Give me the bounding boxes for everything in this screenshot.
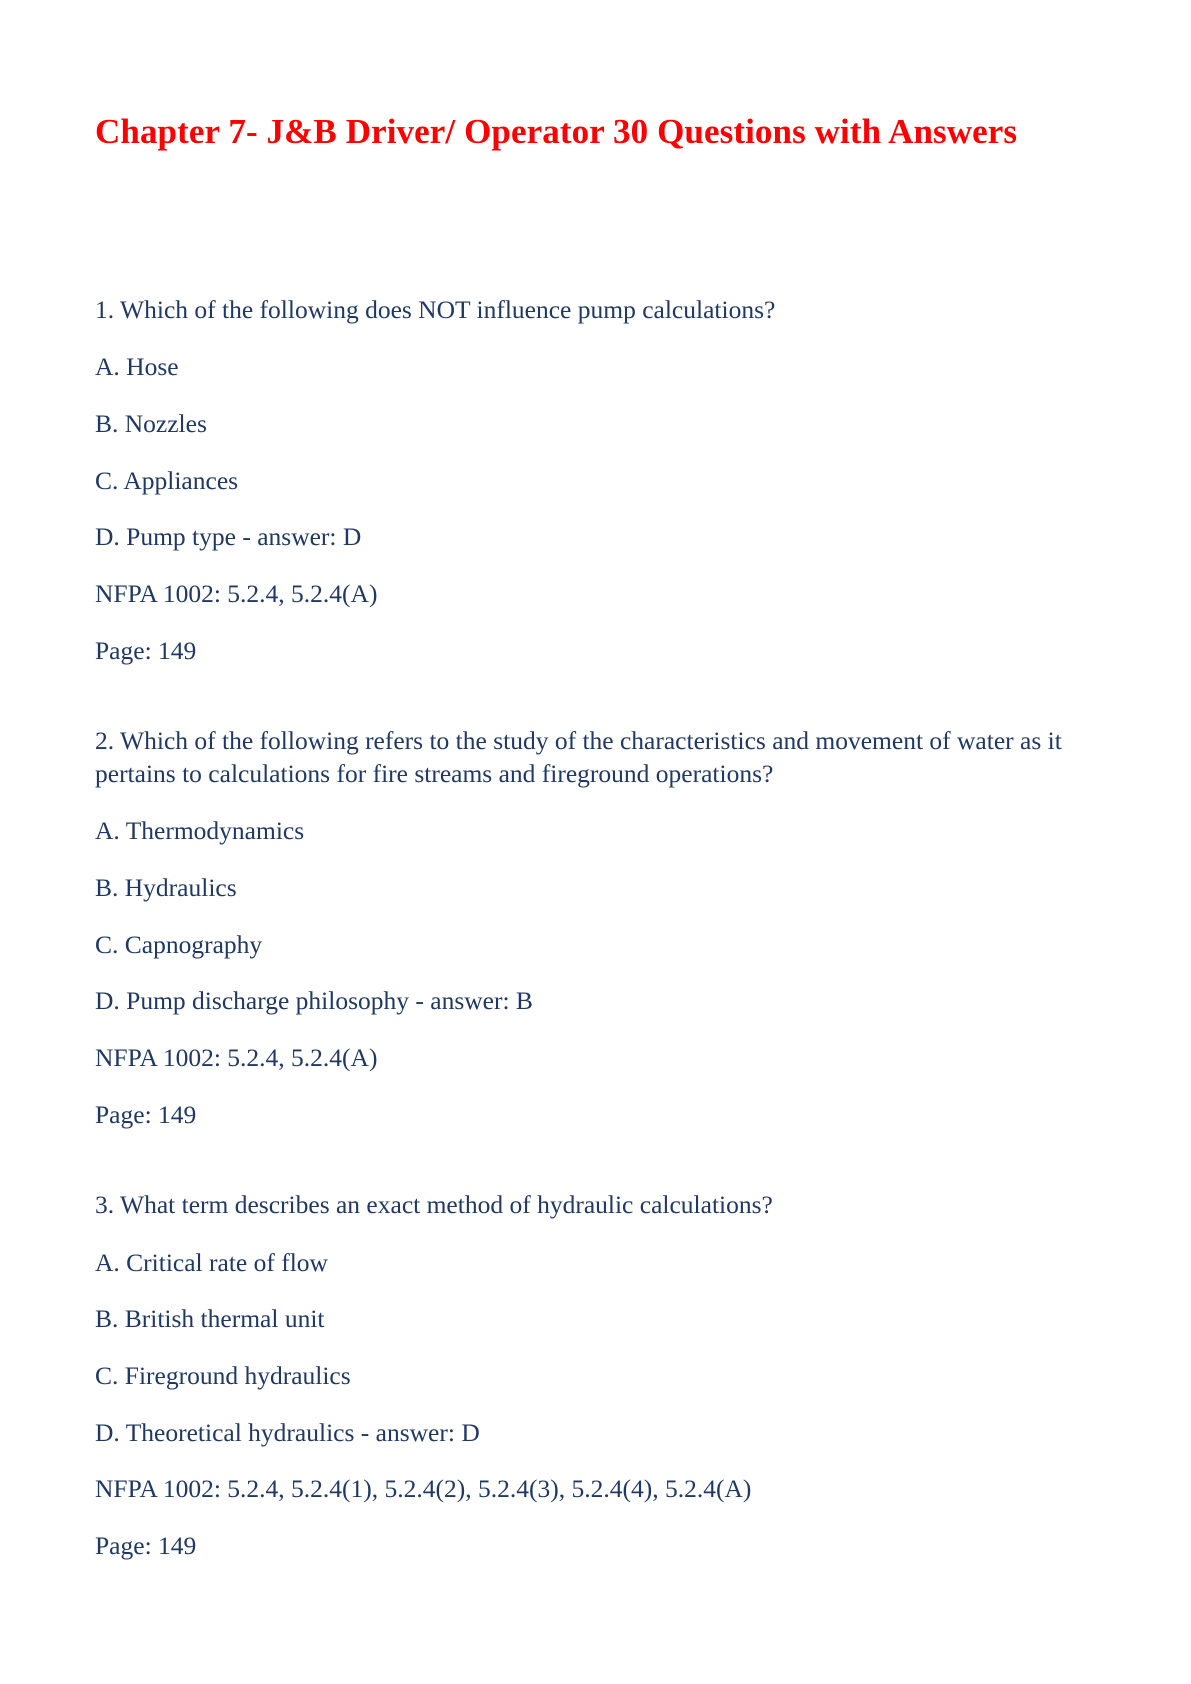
question-option: C. Appliances bbox=[95, 465, 239, 495]
question-option: A. Critical rate of flow bbox=[95, 1247, 328, 1277]
question-page: Page: 149 bbox=[95, 635, 197, 665]
title-spacer bbox=[95, 154, 1096, 294]
question-option: B. Nozzles bbox=[95, 409, 207, 438]
question-reference: NFPA 1002: 5.2.4, 5.2.4(A) bbox=[95, 1042, 378, 1072]
question-option: C. Capnography bbox=[95, 929, 263, 959]
question-page: Page: 149 bbox=[95, 1530, 197, 1560]
question-option-answer: D. Theoretical hydraulics - answer: D bbox=[95, 1417, 480, 1447]
question-prompt: 3. What term describes an exact method of hydraulic calculations? bbox=[95, 1190, 773, 1220]
question-option: A. Thermodynamics bbox=[95, 816, 305, 846]
question-block bbox=[95, 294, 1096, 667]
question-option-answer: D. Pump type - answer: D bbox=[95, 522, 362, 552]
question-spacer bbox=[95, 1131, 1096, 1189]
question-reference: NFPA 1002: 5.2.4, 5.2.4(1), 5.2.4(2), 5.2.4(3), 5.2.4(4), 5.2.4(A) bbox=[95, 1474, 752, 1504]
question-option: B. British thermal unit bbox=[95, 1304, 325, 1334]
question-block bbox=[95, 725, 1096, 1131]
question-option: A. Hose bbox=[95, 352, 179, 382]
page-title: Chapter 7- J&B Driver/ Operator 30 Questions with Answers bbox=[95, 112, 1018, 151]
question-spacer bbox=[95, 667, 1096, 725]
question-option: C. Fireground hydraulics bbox=[95, 1361, 351, 1390]
question-page: Page: 149 bbox=[95, 1099, 197, 1129]
question-prompt: 1. Which of the following does NOT influence pump calculations? bbox=[95, 294, 776, 324]
question-option-answer: D. Pump discharge philosophy - answer: B bbox=[95, 986, 533, 1016]
question-prompt: 2. Which of the following refers to the study of the characteristics and movement of water as it pertains to calculations for fire streams and fireground operations? bbox=[95, 726, 1062, 788]
question-option: B. Hydraulics bbox=[95, 873, 237, 902]
question-block bbox=[95, 1189, 1096, 1562]
question-reference: NFPA 1002: 5.2.4, 5.2.4(A) bbox=[95, 578, 378, 608]
